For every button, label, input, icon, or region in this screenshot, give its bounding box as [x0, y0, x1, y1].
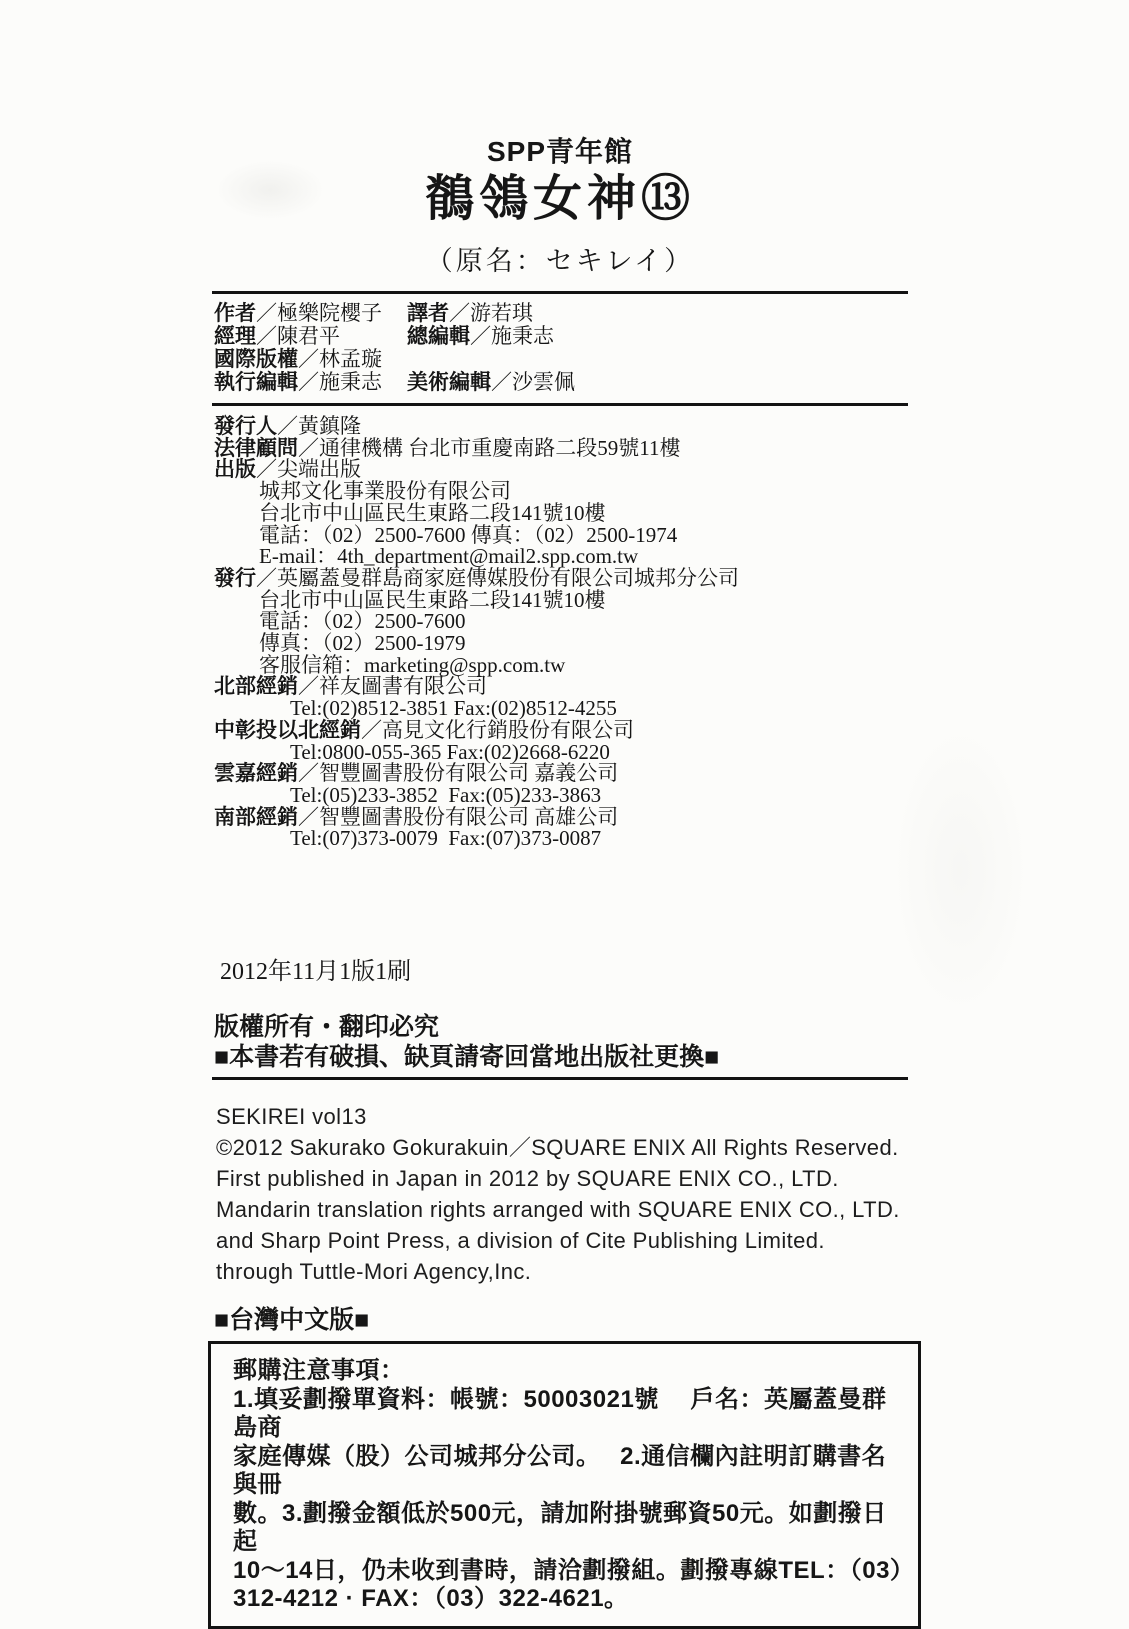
mail-order-line: 數。3.劃撥金額低於500元，請加附掛號郵資50元。如劃撥日起	[233, 1499, 887, 1556]
publishing-text: ／智豐圖書股份有限公司 高雄公司	[298, 804, 619, 829]
copyright-line-1: 版權所有・翻印必究	[214, 1013, 440, 1042]
north-distributor-tel-line	[214, 698, 908, 720]
english-copyright-line: SEKIREI vol13	[216, 1104, 367, 1130]
copyright-notice	[212, 1012, 908, 1072]
english-copyright-line: Mandarin translation rights arranged with SQUARE ENIX CO., LTD.	[216, 1197, 900, 1223]
distributor-line	[214, 565, 908, 590]
publishing-text: Tel:(07)373-0079 Fax:(07)373-0087	[290, 826, 602, 851]
page-title: 鶺鴒女神⑬	[424, 172, 695, 226]
mail-order-line: 家庭傳媒（股）公司城邦分公司。 2.通信欄內註明訂購書名與冊	[233, 1442, 887, 1499]
publishing-label: 北部經銷	[214, 675, 298, 699]
publisher-address-line	[214, 500, 908, 525]
publishing-text: 客服信箱：marketing@spp.com.tw	[259, 652, 566, 677]
original-title: （原名：セキレイ）	[425, 246, 695, 276]
imprint-label: SPP青年館	[486, 136, 634, 167]
credits-block	[212, 294, 908, 400]
credit-value: ／陳君平	[256, 324, 340, 348]
taiwan-edition-label: ■台灣中文版■	[214, 1306, 370, 1335]
legal-advisor-line	[214, 435, 908, 460]
credit-label: 譯者	[407, 302, 449, 325]
publishing-text: ／智豐圖書股份有限公司 嘉義公司	[298, 761, 619, 786]
publishing-label: 中彰投以北經銷	[214, 718, 361, 742]
english-copyright-line: and Sharp Point Press, a division of Cite Publishing Limited.	[216, 1228, 825, 1254]
distributor-fax-line	[214, 633, 908, 655]
english-copyright-line: ©2012 Sakurako Gokurakuin／SQUARE ENIX All Rights Reserved.	[216, 1135, 899, 1161]
distributor-address-line	[214, 587, 908, 612]
credit-label: 國際版權	[214, 348, 298, 371]
yunjia-distributor-line	[214, 763, 908, 785]
publishing-text: 傳真：（02）2500-1979	[259, 631, 466, 656]
credit-label: 執行編輯	[214, 371, 298, 394]
publisher-line	[214, 459, 908, 481]
central-distributor-tel-line	[214, 739, 908, 764]
publishing-text: 電話：（02）2500-7600	[259, 609, 466, 634]
credit-exec-editor	[214, 371, 407, 394]
credit-label: 美術編輯	[407, 371, 491, 394]
divider-copyright	[212, 1077, 908, 1080]
publisher-phone-line	[214, 522, 908, 547]
credit-chief-editor	[407, 325, 554, 348]
publishing-label: 出版	[214, 458, 256, 482]
publishing-text: Tel:(02)8512-3851 Fax:(02)8512-4255	[290, 696, 617, 721]
central-distributor-line	[214, 717, 908, 742]
copyright-line-2: ■本書若有破損、缺頁請寄回當地出版社更換■	[214, 1043, 720, 1072]
yunjia-distributor-tel-line	[214, 782, 908, 807]
publishing-text: ／祥友圖書有限公司	[298, 674, 487, 699]
publishing-label: 發行人	[214, 415, 277, 438]
publishing-text: ／尖端出版	[256, 457, 361, 482]
publishing-label: 雲嘉經銷	[214, 762, 298, 786]
publishing-text: 城邦文化事業股份有限公司	[259, 479, 511, 504]
publishing-text: ／英屬蓋曼群島商家庭傳媒股份有限公司城邦分公司	[256, 565, 739, 590]
publishing-label: 發行	[214, 566, 256, 590]
publishing-text: 台北市中山區民生東路二段141號10樓	[259, 587, 606, 612]
credits-row	[214, 348, 908, 371]
credit-author	[214, 302, 407, 325]
credit-value: ／林孟璇	[298, 347, 382, 371]
publisher-person-line	[214, 416, 908, 438]
credit-label: 作者	[214, 302, 256, 325]
publishing-text: Tel:(05)233-3852 Fax:(05)233-3863	[290, 782, 602, 807]
credit-value: ／施秉志	[298, 370, 382, 394]
north-distributor-line	[214, 676, 908, 698]
service-email-line	[214, 652, 908, 677]
credits-row	[214, 302, 908, 325]
publishing-text: ／高見文化行銷股份有限公司	[361, 717, 634, 742]
credit-translator	[407, 302, 533, 325]
publishing-text: ／黃鎮隆	[277, 414, 361, 438]
credit-label: 經理	[214, 325, 256, 348]
publisher-email-line	[214, 546, 908, 568]
mail-order-line: 10～14日，仍未收到書時，請洽劃撥組。劃撥專線TEL：（03）	[233, 1556, 915, 1584]
credits-row	[214, 325, 908, 348]
south-distributor-line	[214, 804, 908, 829]
english-copyright-line: through Tuttle-Mori Agency,Inc.	[216, 1259, 532, 1285]
credit-value: ／極樂院櫻子	[256, 301, 382, 325]
credit-label: 總編輯	[407, 325, 470, 348]
scan-artifact	[890, 720, 1030, 1020]
distributor-phone-line	[214, 611, 908, 633]
south-distributor-tel-line	[214, 828, 908, 850]
publishing-text: ／通律機構 台北市重慶南路二段59號11樓	[298, 435, 681, 460]
credit-value: ／施秉志	[470, 324, 554, 348]
edition-date: 2012年11月1版1刷	[220, 959, 412, 986]
mail-order-box	[208, 1341, 921, 1629]
credit-art-editor	[407, 371, 575, 394]
publishing-label: 法律顧問	[214, 436, 298, 460]
publishing-text: 台北市中山區民生東路二段141號10樓	[259, 500, 606, 525]
mail-order-title: 郵購注意事項：	[233, 1357, 405, 1385]
credit-value: ／游若琪	[449, 301, 533, 325]
mail-order-line: 312-4212 · FAX：（03）322-4621。	[233, 1585, 629, 1613]
english-copyright-line: First published in Japan in 2012 by SQUARE ENIX CO., LTD.	[216, 1166, 839, 1192]
credit-value: ／沙雲佩	[491, 370, 575, 394]
publishing-text: E-mail：4th_department@mail2.spp.com.tw	[259, 544, 639, 569]
credits-row	[214, 371, 908, 394]
english-copyright-block	[212, 1101, 908, 1287]
publishing-text: Tel:0800-055-365 Fax:(02)2668-6220	[290, 739, 610, 764]
mail-order-line: 1.填妥劃撥單資料：帳號：50003021號 戶名：英屬蓋曼群島商	[233, 1385, 887, 1442]
publishing-block	[212, 406, 908, 850]
publisher-company-line	[214, 481, 908, 503]
page-content	[212, 0, 915, 1629]
publishing-text: 電話：（02）2500-7600 傳真：（02）2500-1974	[259, 522, 678, 547]
credit-manager	[214, 325, 407, 348]
publishing-label: 南部經銷	[214, 805, 298, 829]
credit-intl-rights	[214, 348, 407, 371]
